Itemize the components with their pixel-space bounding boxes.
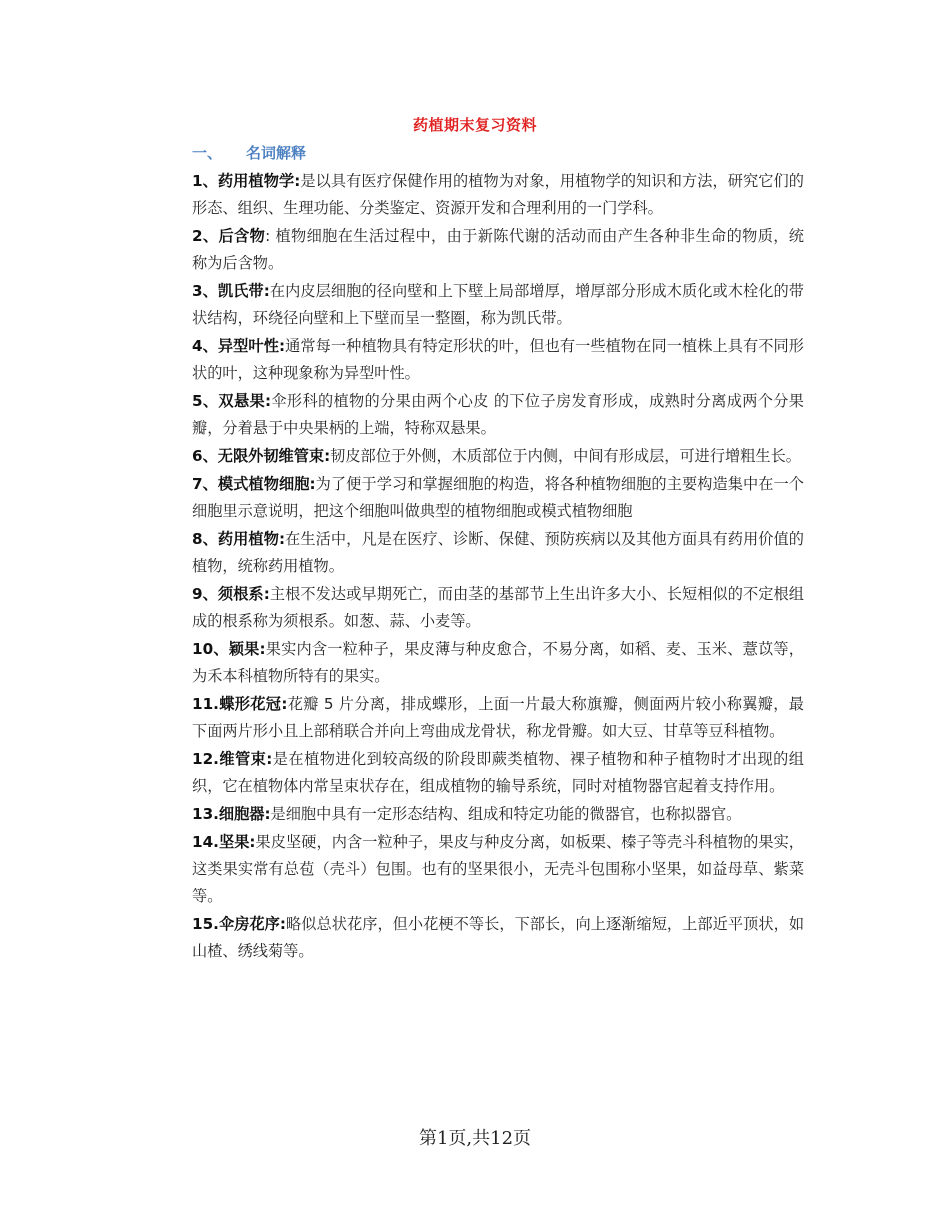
entry-term: 13.细胞器: (192, 805, 271, 823)
entry-definition: 在生活中，凡是在医疗、诊断、保健、预防疾病以及其他方面具有药用价值的植物，统称药用植物。 (192, 530, 804, 575)
document-title: 药植期末复习资料 (412, 116, 537, 134)
entry-term: 9、须根系: (192, 585, 270, 603)
definition-entry-1 (192, 168, 804, 222)
entry-term: 6、无限外韧维管束: (192, 447, 331, 465)
entry-definition: 果实内含一粒种子，果皮薄与种皮愈合，不易分离，如稻、麦、玉米、薏苡等，为禾本科植物所特有的果实。 (192, 640, 804, 685)
entry-definition: 果皮坚硬，内含一粒种子，果皮与种皮分离，如板栗、榛子等壳斗科植物的果实，这类果实常有总苞（壳斗）包围。也有的坚果很小，无壳斗包围称小坚果，如益母草、紫菜等。 (192, 833, 804, 905)
entry-term: 4、异型叶性: (192, 337, 286, 355)
entry-definition: 伞形科的植物的分果由两个心皮 的下位子房发育形成，成熟时分离成两个分果瓣，分着悬于中央果柄的上端，特称双悬果。 (192, 392, 804, 437)
definition-entry-4 (192, 333, 804, 387)
page-number-footer: 第1页,共12页 (418, 1128, 532, 1149)
definition-entry-2 (192, 223, 804, 277)
definition-entry-12 (192, 746, 804, 800)
entry-definition: 略似总状花序，但小花梗不等长，下部长，向上逐渐缩短，上部近平顶状，如山楂、绣线菊等。 (192, 915, 805, 960)
entry-definition: 是细胞中具有一定形态结构、组成和特定功能的微器官，也称拟器官。 (270, 805, 742, 823)
entry-definition: : 植物细胞在生活过程中，由于新陈代谢的活动而由产生各种非生命的物质，统称为后含物。 (192, 227, 804, 272)
entry-term: 8、药用植物: (192, 530, 286, 548)
entry-definition: 主根不发达或早期死亡，而由茎的基部节上生出许多大小、长短相似的不定根组成的根系称为须根系。如葱、蒜、小麦等。 (192, 585, 804, 630)
entry-term: 2、后含物 (192, 227, 266, 245)
entry-term: 12.维管束: (192, 750, 273, 768)
definition-entry-11 (192, 691, 804, 745)
section-heading (192, 142, 306, 163)
entry-term: 14.坚果: (192, 833, 256, 851)
section-title: 名词解释 (246, 144, 307, 162)
entry-definition: 在内皮层细胞的径向壁和上下壁上局部增厚，增厚部分形成木质化或木栓化的带状结构，环绕径向壁和上下壁而呈一整圈，称为凯氏带。 (192, 282, 804, 327)
entry-term: 3、凯氏带: (192, 282, 270, 300)
definition-entry-15 (192, 911, 804, 965)
definition-entry-6 (192, 443, 804, 470)
definition-entry-7 (192, 471, 804, 525)
entry-definition: 是以具有医疗保健作用的植物为对象，用植物学的知识和方法，研究它们的形态、组织、生理功能、分类鉴定、资源开发和合理利用的一门学科。 (192, 172, 804, 217)
entry-term: 7、模式植物细胞: (192, 475, 316, 493)
entry-term: 11.蝶形花冠: (192, 695, 288, 713)
definition-entry-5 (192, 388, 804, 442)
definition-list (192, 168, 804, 966)
entry-definition: 韧皮部位于外侧，木质部位于内侧，中间有形成层，可进行增粗生长。 (330, 447, 801, 465)
entry-term: 10、颖果: (192, 640, 266, 658)
section-number: 一、 (192, 144, 223, 162)
entry-definition: 为了便于学习和掌握细胞的构造，将各种植物细胞的主要构造集中在一个细胞里示意说明，把这个细胞叫做典型的植物细胞或模式植物细胞 (192, 475, 804, 520)
definition-entry-8 (192, 526, 804, 580)
definition-entry-13 (192, 801, 804, 828)
entry-term: 5、双悬果: (192, 392, 272, 410)
entry-definition: 是在植物进化到较高级的阶段即蕨类植物、裸子植物和种子植物时才出现的组织，它在植物体内常呈束状存在，组成植物的输导系统，同时对植物器官起着支持作用。 (192, 750, 804, 795)
entry-definition: 花瓣 5 片分离，排成蝶形，上面一片最大称旗瓣，侧面两片较小称翼瓣，最下面两片形小且上部稍联合并向上弯曲成龙骨状，称龙骨瓣。如大豆、甘草等豆科植物。 (192, 695, 804, 740)
definition-entry-10 (192, 636, 804, 690)
entry-term: 15.伞房花序: (192, 915, 286, 933)
definition-entry-9 (192, 581, 804, 635)
definition-entry-14 (192, 829, 804, 910)
entry-term: 1、药用植物学: (192, 172, 301, 190)
entry-definition: 通常每一种植物具有特定形状的叶，但也有一些植物在同一植株上具有不同形状的叶，这种现象称为异型叶性。 (192, 337, 804, 382)
definition-entry-3 (192, 278, 804, 332)
